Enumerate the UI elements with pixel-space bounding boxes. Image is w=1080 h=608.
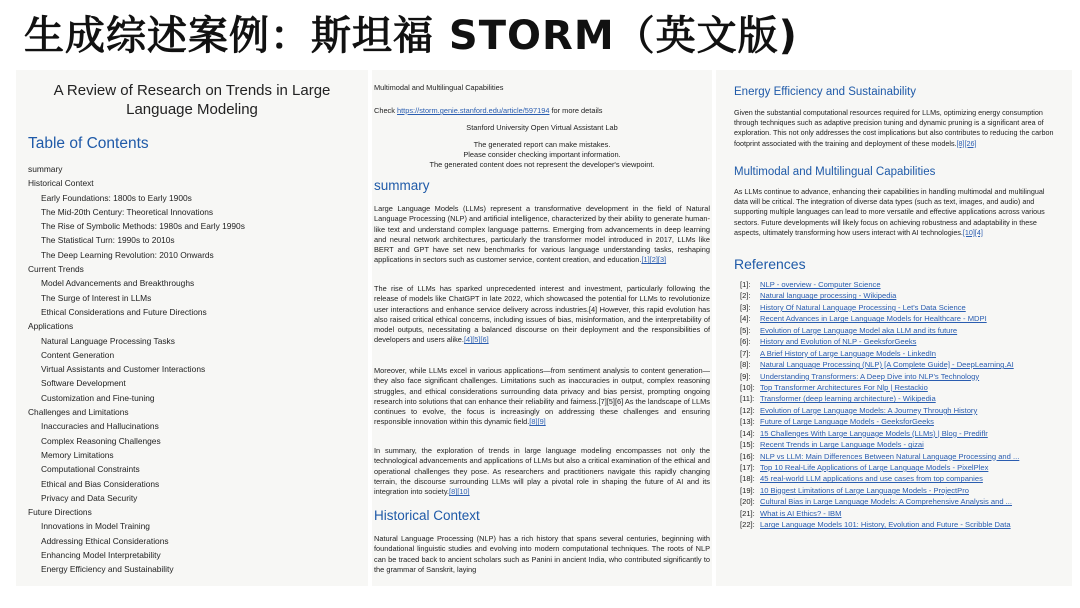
reference-item xyxy=(740,302,1066,313)
check-line xyxy=(374,106,602,116)
reference-item xyxy=(740,496,1066,507)
summary-heading: summary xyxy=(374,178,430,193)
page-header: Multimodal and Multilingual Capabilities xyxy=(374,83,504,92)
toc-item[interactable]: Complex Reasoning Challenges xyxy=(41,435,161,446)
reference-number: [18]: xyxy=(740,474,755,484)
reference-link[interactable]: Top 10 Real-Life Applications of Large Language Models - PixelPlex xyxy=(760,463,989,472)
toc-page xyxy=(16,70,368,586)
citation-link[interactable]: [8][9] xyxy=(529,417,546,427)
toc-heading: Table of Contents xyxy=(28,135,149,152)
toc-item[interactable]: Natural Language Processing Tasks xyxy=(41,335,175,346)
reference-link[interactable]: Understanding Transformers: A Deep Dive into NLP's Technology xyxy=(760,371,980,381)
citation-link[interactable]: [10][4] xyxy=(962,227,983,237)
reference-link[interactable]: Evolution of Large Language Models: A Journey Through History xyxy=(760,405,978,415)
references-page xyxy=(716,70,1072,586)
reference-number: [12]: xyxy=(740,405,755,415)
multimodal-paragraph: As LLMs continue to advance, enhancing their capabilities in handling multimodal and multilingual data will be critical. The integration of diverse data types (such as text, images, and audio) and supporting multiple languages can lead to more versatile and effective applications across various sectors. Future developments will likely focus on achieving robustness and adaptability in these aspects, ultimately transforming how users interact with AI technologies.[10][4] xyxy=(734,187,1045,237)
toc-item[interactable]: The Surge of Interest in LLMs xyxy=(41,292,152,303)
reference-item xyxy=(740,462,1066,473)
toc-item[interactable]: Content Generation xyxy=(41,349,115,360)
reference-number: [2]: xyxy=(740,291,751,301)
reference-item xyxy=(740,416,1066,427)
toc-item[interactable]: Model Advancements and Breakthroughs xyxy=(41,278,195,289)
reference-link[interactable]: 10 Biggest Limitations of Large Language Models - ProjectPro xyxy=(760,485,969,495)
references-list xyxy=(740,279,1066,531)
reference-number: [8]: xyxy=(740,360,751,370)
reference-number: [16]: xyxy=(740,451,755,461)
reference-link[interactable]: Transformer (deep learning architecture) - Wikipedia xyxy=(760,394,936,404)
toc-item[interactable]: Future Directions xyxy=(28,507,92,518)
reference-number: [22]: xyxy=(740,520,755,530)
reference-link[interactable]: Natural Language Processing (NLP) [A Complete Guide] - DeepLearning.AI xyxy=(760,360,1014,370)
reference-number: [21]: xyxy=(740,508,755,518)
reference-item xyxy=(740,382,1066,393)
toc-list xyxy=(28,162,368,577)
reference-item xyxy=(740,359,1066,370)
reference-link[interactable]: Future of Large Language Models - GeeksforGeeks xyxy=(760,417,934,427)
energy-heading: Energy Efficiency and Sustainability xyxy=(734,86,916,98)
toc-item[interactable]: Ethical and Bias Considerations xyxy=(41,478,160,489)
reference-number: [14]: xyxy=(740,428,755,438)
citation-link[interactable]: [8][10] xyxy=(449,487,470,497)
citation-link[interactable]: [1][2][3] xyxy=(641,255,667,265)
reference-item xyxy=(740,473,1066,484)
reference-link[interactable]: History and Evolution of NLP - GeeksforGeeks xyxy=(760,337,917,347)
toc-item[interactable]: Addressing Ethical Considerations xyxy=(41,535,169,546)
reference-number: [1]: xyxy=(740,280,751,289)
toc-item[interactable]: Virtual Assistants and Customer Interactions xyxy=(41,364,206,375)
reference-number: [13]: xyxy=(740,417,755,427)
reference-link[interactable]: Evolution of Large Language Model aka LLM and its future xyxy=(760,325,958,335)
reference-link[interactable]: NLP - overview - Computer Science xyxy=(760,280,881,289)
citation-link[interactable]: [4][5][6] xyxy=(463,335,489,345)
reference-link[interactable]: 15 Challenges With Large Language Models (LLMs) | Blog - Prediflr xyxy=(760,428,988,438)
reference-item xyxy=(740,348,1066,359)
reference-link[interactable]: What is AI Ethics? - IBM xyxy=(760,508,842,518)
check-suffix: for more details xyxy=(549,106,603,115)
reference-item xyxy=(740,325,1066,336)
reference-number: [4]: xyxy=(740,314,751,324)
toc-item[interactable]: Current Trends xyxy=(28,264,84,275)
reference-item xyxy=(740,519,1066,530)
toc-item[interactable]: summary xyxy=(28,164,63,174)
reference-link[interactable]: History Of Natural Language Processing - Let's Data Science xyxy=(760,302,966,312)
reference-item xyxy=(740,313,1066,324)
reference-item xyxy=(740,290,1066,301)
summary-page xyxy=(372,70,712,586)
toc-item[interactable]: Historical Context xyxy=(28,178,94,189)
reference-number: [15]: xyxy=(740,440,755,450)
toc-item[interactable]: Innovations in Model Training xyxy=(41,521,150,532)
disclaimer-line: Please consider checking important information. xyxy=(463,150,621,159)
history-heading: Historical Context xyxy=(374,508,480,523)
toc-item[interactable]: Inaccuracies and Hallucinations xyxy=(41,421,159,432)
reference-item xyxy=(740,451,1066,462)
reference-link[interactable]: Recent Trends in Large Language Models - gizai xyxy=(760,440,924,450)
history-paragraph: Natural Language Processing (NLP) has a rich history that spans several centuries, beginning with foundational linguistic studies and evolving into modern computational techniques. The roots of NLP can be traced back to ancient scholars such as Panini in ancient India, who contributed significantly to the grammar of Sanskrit, laying xyxy=(374,534,710,574)
slide-title: 生成综述案例：斯坦福 STORM（英文版) xyxy=(24,13,798,59)
reference-item xyxy=(740,405,1066,416)
toc-item[interactable]: Memory Limitations xyxy=(41,449,114,460)
reference-number: [6]: xyxy=(740,337,751,347)
reference-link[interactable]: NLP vs LLM: Main Differences Between Natural Language Processing and ... xyxy=(760,451,1020,461)
reference-number: [19]: xyxy=(740,485,755,495)
summary-paragraph: The rise of LLMs has sparked unprecedented interest and investment, particularly following the release of models like ChatGPT in late 2022, which showcased the potential for LLMs to revolutionize user interactions and enhance service delivery across industries.[4] However, this rapid evolution has also raised critical ethical concerns, including issues of bias, misinformation, and the interpretability of model outputs, necessitating a balanced discourse on their deployment and the responsibilities of developers and users alike.[4][5][6] xyxy=(374,284,710,345)
toc-item[interactable]: Ethical Considerations and Future Directions xyxy=(41,306,207,317)
toc-item[interactable]: Challenges and Limitations xyxy=(28,407,129,418)
summary-paragraph: Large Language Models (LLMs) represent a transformative development in the field of Natural Language Processing (NLP) and artificial intelligence, characterized by their ability to generate human-like text and understand complex language patterns. Emerging from advancements in deep learning and neural network architectures, particularly the transformer model introduced in 2017, LLMs like BERT and GPT have set new benchmarks for various language understanding tasks, reshaping applications in sectors such as customer service, content creation, and education.[1][2][3] xyxy=(374,204,710,265)
toc-item[interactable]: Enhancing Model Interpretability xyxy=(41,550,161,561)
reference-item xyxy=(740,371,1066,382)
reference-number: [3]: xyxy=(740,302,751,312)
references-heading: References xyxy=(734,256,806,272)
toc-item[interactable]: Computational Constraints xyxy=(41,464,140,475)
toc-item[interactable]: The Rise of Symbolic Methods: 1980s and Early 1990s xyxy=(41,221,245,232)
document-title: A Review of Research on Trends in Large Language Modeling xyxy=(53,82,331,118)
reference-link[interactable]: Cultural Bias in Large Language Models: A Comprehensive Analysis and ... xyxy=(760,497,1013,507)
reference-link[interactable]: Natural language processing - Wikipedia xyxy=(760,291,897,301)
reference-number: [20]: xyxy=(740,497,755,507)
reference-number: [7]: xyxy=(740,348,751,358)
reference-item xyxy=(740,279,1066,290)
reference-link[interactable]: Top Transformer Architectures For Nlp | Restackio xyxy=(760,382,928,392)
toc-item[interactable]: Energy Efficiency and Sustainability xyxy=(41,564,174,575)
energy-paragraph: Given the substantial computational resources required for LLMs, optimizing energy consumption through techniques such as adaptive precision tuning and dynamic pruning is a significant area of exploration. This not only addresses the cost implications but also contributes to reducing the carbon footprint associated with the training and deployment of these models.[8][26] xyxy=(734,108,1054,148)
reference-link[interactable]: Recent Advances in Large Language Models for Healthcare - MDPI xyxy=(760,314,987,324)
toc-item[interactable]: The Statistical Turn: 1990s to 2010s xyxy=(41,235,175,246)
article-link[interactable]: https://storm.genie.stanford.edu/article/597194 xyxy=(397,106,550,115)
reference-link[interactable]: Large Language Models 101: History, Evolution and Future - Scribble Data xyxy=(760,520,1011,530)
check-prefix: Check xyxy=(374,106,398,115)
disclaimer-line: The generated report can make mistakes. xyxy=(473,140,611,149)
reference-link[interactable]: 45 real-world LLM applications and use cases from top companies xyxy=(760,474,983,484)
citation-link[interactable]: [8][26] xyxy=(956,138,977,148)
reference-item xyxy=(740,428,1066,439)
reference-link[interactable]: A Brief History of Large Language Models - LinkedIn xyxy=(760,348,937,358)
reference-number: [10]: xyxy=(740,382,755,392)
reference-number: [11]: xyxy=(740,394,755,404)
lab-name: Stanford University Open Virtual Assistant Lab xyxy=(466,123,618,132)
toc-item[interactable]: Applications xyxy=(28,321,74,332)
toc-item[interactable]: Software Development xyxy=(41,378,126,389)
disclaimer-line: The generated content does not represent the developer's viewpoint. xyxy=(429,160,655,169)
multimodal-heading: Multimodal and Multilingual Capabilities xyxy=(734,166,936,178)
toc-item[interactable]: Early Foundations: 1800s to Early 1900s xyxy=(41,192,192,203)
reference-number: [17]: xyxy=(740,463,755,472)
reference-item xyxy=(740,439,1066,450)
reference-number: [9]: xyxy=(740,371,751,381)
reference-item xyxy=(740,393,1066,404)
toc-item[interactable]: Privacy and Data Security xyxy=(41,492,138,503)
reference-item xyxy=(740,485,1066,496)
toc-item[interactable]: The Mid-20th Century: Theoretical Innovations xyxy=(41,206,214,217)
reference-item xyxy=(740,336,1066,347)
summary-paragraph: Moreover, while LLMs excel in various applications—from sentiment analysis to content generation—they also face significant challenges. Limitations such as inaccuracies in output, complex reasoning struggles, and ethical considerations surrounding data privacy and bias persist, prompting ongoing research into solutions that can enhance their reliability and fairness.[7][5][6] As the landscape of LLMs continues to evolve, the focus is increasingly on addressing these challenges and ensuring responsible innovation within this dynamic field.[8][9] xyxy=(374,366,710,427)
toc-item[interactable]: Customization and Fine-tuning xyxy=(41,392,155,403)
reference-number: [5]: xyxy=(740,325,751,335)
toc-item[interactable]: The Deep Learning Revolution: 2010 Onwards xyxy=(41,249,214,260)
reference-item xyxy=(740,508,1066,519)
summary-paragraph: In summary, the exploration of trends in large language modeling encompasses not only the technological advancements and applications of LLMs but also a critical examination of the ethical and operational challenges they pose. As researchers and practitioners navigate this rapidly changing terrain, the discourse surrounding LLMs will play a pivotal role in shaping the future of AI and its integration into society.[8][10] xyxy=(374,446,710,497)
